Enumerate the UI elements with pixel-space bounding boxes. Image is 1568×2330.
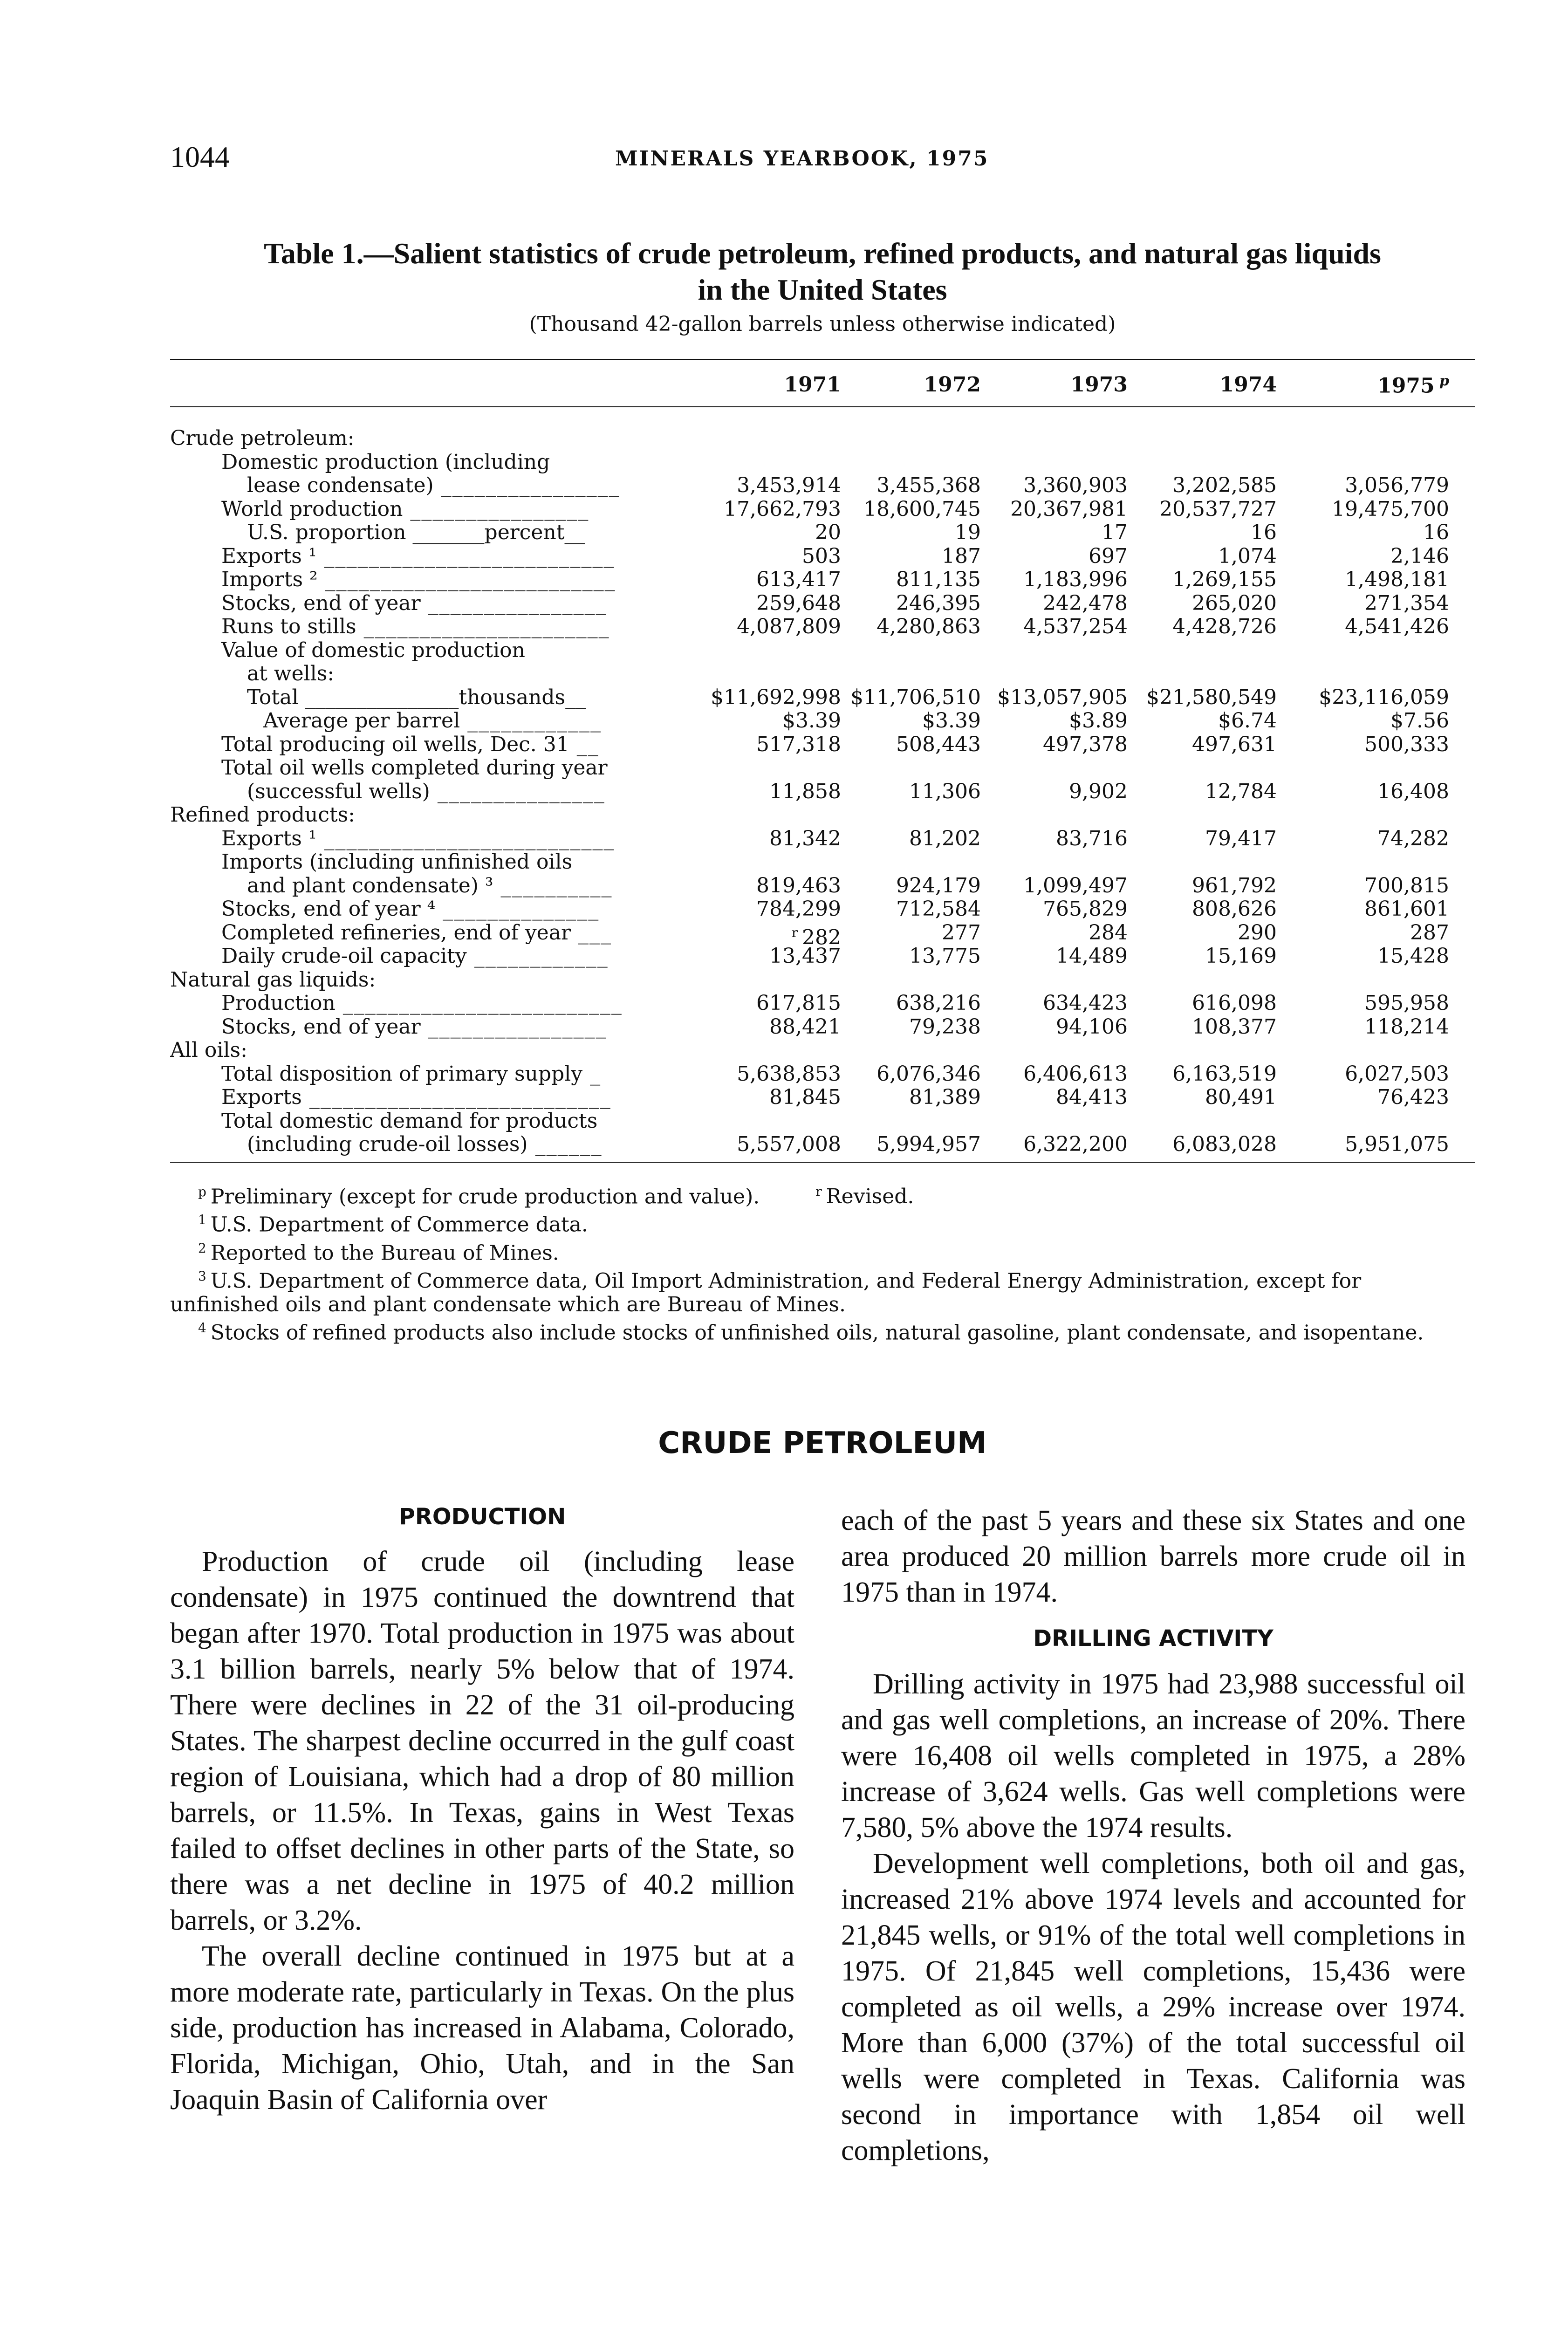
table-cell: 4,428,726 — [1172, 615, 1277, 638]
table-row-label: (including crude-oil losses) ______ — [247, 1132, 603, 1156]
year-header: 1974 — [1219, 373, 1277, 397]
table-row-label: All oils: — [170, 1038, 247, 1062]
table-cell: 613,417 — [756, 568, 841, 591]
year-header: 1971 — [784, 373, 841, 397]
production-heading: PRODUCTION — [398, 1504, 566, 1530]
table-cell: 81,202 — [909, 826, 981, 850]
table-cell: 1,269,155 — [1172, 568, 1277, 591]
table-row-label: Daily crude-oil capacity ____________ — [221, 944, 609, 968]
production-paragraph-2: The overall decline continued in 1975 but at a more moderate rate, particularly in Texas. On the plus side, production has increased in Alabama, Colorado, Florida, Michigan, Ohio, Utah, and in the San Joaquin Basin of California over — [170, 1940, 794, 2116]
table-cell: 784,299 — [756, 897, 841, 921]
table-cell: $11,692,998 — [711, 685, 841, 709]
table-row-label: Stocks, end of year ________________ — [221, 1014, 607, 1039]
production-continuation: each of the past 5 years and these six States and one area produced 20 million barrels more crude oil in 1975 than in 1974. — [841, 1505, 1465, 1608]
table-row-label: Total domestic demand for products — [221, 1109, 598, 1133]
table-subtitle: (Thousand 42-gallon barrels unless otherwise indicated) — [529, 312, 1116, 336]
table-cell: 81,389 — [909, 1085, 981, 1109]
table-cell: 20,537,727 — [1159, 497, 1277, 521]
table-row-label: Imports ² __________________________ — [221, 568, 616, 591]
table-row-label: U.S. proportion _______percent__ — [247, 521, 585, 544]
section-title: CRUDE PETROLEUM — [658, 1426, 987, 1460]
table-cell: 108,377 — [1192, 1014, 1277, 1039]
table-cell: 11,858 — [769, 779, 841, 803]
table-cell: 20,367,981 — [1010, 497, 1128, 521]
footnote: $^3$ U.S. Department of Commerce data, Oil Import Administration, and Federal Energy Administration, except for unfinished oils and plant condensate which are Bureau of Mines. — [170, 1268, 1362, 1317]
year-header: 1975 $^p$ — [1377, 373, 1449, 398]
footnote: $^4$ Stocks of refined products also include stocks of unfinished oils, natural gasoline, plant condensate, and isopentane. — [198, 1320, 1424, 1345]
table-cell: 18,600,745 — [863, 497, 981, 521]
table-cell: $13,057,905 — [997, 685, 1128, 709]
table-cell: 118,214 — [1364, 1014, 1449, 1039]
table-row-label: Stocks, end of year ________________ — [221, 591, 607, 615]
table-cell: 4,541,426 — [1345, 615, 1449, 638]
table-cell: 259,648 — [756, 591, 841, 615]
table-cell: 500,333 — [1364, 732, 1449, 756]
table-cell: 12,784 — [1205, 779, 1277, 803]
table-row-label: Natural gas liquids: — [170, 967, 376, 992]
table-caption — [170, 235, 1475, 308]
table-cell: 638,216 — [896, 991, 981, 1015]
table-cell: 15,169 — [1205, 944, 1277, 968]
table-cell: 13,775 — [909, 944, 981, 968]
table-cell: 508,443 — [896, 732, 981, 756]
table-cell: 5,994,957 — [876, 1132, 981, 1156]
table-cell: 4,087,809 — [737, 615, 841, 638]
table-cell: 617,815 — [756, 991, 841, 1015]
table-cell: 14,489 — [1056, 944, 1128, 968]
table-cell: 84,413 — [1056, 1085, 1128, 1109]
table-footnotes — [170, 1180, 1475, 1345]
table-row-label: Exports ¹ __________________________ — [221, 544, 615, 568]
table-cell: 81,342 — [769, 826, 841, 850]
table-bottom-rule — [170, 1162, 1475, 1163]
table-row-label: Total producing oil wells, Dec. 31 __ — [221, 732, 599, 756]
table-cell: 79,417 — [1205, 826, 1277, 850]
table-cell: 497,378 — [1043, 732, 1128, 756]
table-cell: 811,135 — [896, 568, 981, 591]
table-cell: 16 — [1251, 521, 1277, 544]
footnote: $^p$ Preliminary (except for crude production and value). $^r$ Revised. — [198, 1184, 914, 1209]
table-cell: 187 — [942, 544, 981, 568]
table-cell: 4,537,254 — [1023, 615, 1128, 638]
table-row-label: Exports ___________________________ — [221, 1085, 611, 1109]
table-row-label: Value of domestic production — [221, 638, 525, 662]
table-cell: 924,179 — [896, 873, 981, 898]
page-number: 1044 — [170, 140, 230, 173]
running-title: MINERALS YEARBOOK, 1975 — [615, 147, 989, 171]
table-row-label: Production _________________________ — [221, 991, 623, 1015]
table-cell: 17,662,793 — [724, 497, 841, 521]
table-row-label: Exports ¹ __________________________ — [221, 826, 615, 850]
table-cell: 19 — [955, 521, 981, 544]
table-cell: 1,183,996 — [1023, 568, 1128, 591]
table-cell: $^r$ 282 — [791, 925, 841, 950]
table-cell: 700,815 — [1364, 873, 1449, 898]
table-cell: 6,027,503 — [1345, 1062, 1449, 1086]
table-cell: 765,829 — [1043, 897, 1128, 921]
table-cell: 819,463 — [756, 873, 841, 898]
table-cell: 290 — [1238, 920, 1277, 945]
table-top-rule — [170, 359, 1475, 360]
table-cell: 284 — [1089, 920, 1128, 945]
table-cell: 265,020 — [1192, 591, 1277, 615]
table-cell: 6,083,028 — [1172, 1132, 1277, 1156]
table-cell: 242,478 — [1043, 591, 1128, 615]
table-cell: 4,280,863 — [876, 615, 981, 638]
table-cell: 83,716 — [1056, 826, 1128, 850]
preliminary-mark: p — [1434, 373, 1449, 389]
table-row-label: Stocks, end of year ⁴ ______________ — [221, 897, 600, 921]
table-cell: 861,601 — [1364, 897, 1449, 921]
table-cell: 81,845 — [769, 1085, 841, 1109]
table-row-label: Runs to stills ______________________ — [221, 615, 610, 638]
table-cell: 94,106 — [1056, 1014, 1128, 1039]
table-cell: $6.74 — [1218, 709, 1277, 733]
table-cell: 287 — [1410, 920, 1449, 945]
table-cell: $3.89 — [1069, 709, 1128, 733]
table-cell: $21,580,549 — [1146, 685, 1277, 709]
table-cell: 595,958 — [1364, 991, 1449, 1015]
table-cell: 1,099,497 — [1023, 873, 1128, 898]
table-row-label: Domestic production (including — [221, 450, 550, 474]
table-cell: 634,423 — [1043, 991, 1128, 1015]
table-cell: 79,238 — [909, 1014, 981, 1039]
table-row-label: Average per barrel ____________ — [263, 709, 602, 733]
table-cell: 616,098 — [1192, 991, 1277, 1015]
table-caption-line2: in the United States — [698, 273, 947, 306]
table-cell: 2,146 — [1390, 544, 1449, 568]
table-cell: 16 — [1423, 521, 1449, 544]
table-cell: 697 — [1089, 544, 1128, 568]
production-paragraph-1: Production of crude oil (including lease condensate) in 1975 continued the downtrend that began after 1970. Total production in 1975 was about 3.1 billion barrels, nearly 5% below that of 1974. There were declines in 22 of the 31 oil-producing States. The sharpest decline occurred in the gulf coast region of Louisiana, which had a drop of 80 million barrels, or 11.5%. In Texas, gains in West Texas failed to offset declines in other parts of the State, so there was a net decline in 1975 of 40.2 million barrels, or 3.2%. — [170, 1546, 794, 1936]
table-row-label: Refined products: — [170, 803, 355, 827]
table-cell: 6,322,200 — [1023, 1132, 1128, 1156]
table-cell: $3.39 — [922, 709, 981, 733]
table-cell: 17 — [1102, 521, 1128, 544]
footnote: $^1$ U.S. Department of Commerce data. — [198, 1212, 588, 1237]
table-cell: 88,421 — [769, 1014, 841, 1039]
left-column — [170, 1503, 794, 2118]
table-cell: 271,354 — [1364, 591, 1449, 615]
table-cell: 3,056,779 — [1345, 473, 1449, 497]
table-cell: 1,074 — [1218, 544, 1277, 568]
table-row-label: Completed refineries, end of year ___ — [221, 920, 612, 945]
table-caption-line1: Table 1.—Salient statistics of crude petroleum, refined products, and natural gas liquids — [264, 237, 1381, 270]
table-row-label: Total oil wells completed during year — [221, 756, 608, 780]
drilling-paragraph-2: Development well completions, both oil and gas, increased 21% above 1974 levels and accounted for 21,845 wells, or 91% of the total well completions in 1975. Of 21,845 well completions, 15,436 were completed as oil wells, a 29% increase over 1974. More than 6,000 (37%) of the total successful oil wells were completed in Texas. California was second in importance with 1,854 oil well completions, — [841, 1848, 1465, 2166]
table-cell: 13,437 — [769, 944, 841, 968]
table-row-label: lease condensate) ________________ — [247, 473, 620, 497]
table-cell: 74,282 — [1377, 826, 1449, 850]
table-cell: $23,116,059 — [1319, 685, 1449, 709]
table-cell: 517,318 — [756, 732, 841, 756]
table-cell: 15,428 — [1377, 944, 1449, 968]
table-cell: 11,306 — [909, 779, 981, 803]
table-cell: 497,631 — [1192, 732, 1277, 756]
table-cell: 3,202,585 — [1172, 473, 1277, 497]
table-cell: 76,423 — [1377, 1085, 1449, 1109]
table-cell: 6,163,519 — [1172, 1062, 1277, 1086]
table-cell: 277 — [942, 920, 981, 945]
table-row-label: Total _______________thousands__ — [247, 685, 586, 709]
table-cell: 3,453,914 — [737, 473, 841, 497]
table-cell: 246,395 — [896, 591, 981, 615]
year-header: 1972 — [924, 373, 981, 397]
table-row-label: Imports (including unfinished oils — [221, 850, 573, 874]
table-cell: 1,498,181 — [1345, 568, 1449, 591]
drilling-paragraph-1: Drilling activity in 1975 had 23,988 successful oil and gas well completions, an increase of 20%. There were 16,408 oil wells completed in 1975, a 28% increase of 3,624 wells. Gas well completions were 7,580, 5% above the 1974 results. — [841, 1668, 1465, 1843]
right-column — [841, 1503, 1465, 2169]
table-cell: $11,706,510 — [850, 685, 981, 709]
drilling-activity-heading: DRILLING ACTIVITY — [1033, 1625, 1274, 1652]
table-cell: 5,638,853 — [737, 1062, 841, 1086]
table-cell: 503 — [802, 544, 841, 568]
table-row-label: Crude petroleum: — [170, 426, 355, 450]
table-row-label: World production ________________ — [221, 497, 589, 521]
table-cell: 3,455,368 — [876, 473, 981, 497]
table-cell: 16,408 — [1377, 779, 1449, 803]
table-cell: 3,360,903 — [1023, 473, 1128, 497]
table-cell: 5,557,008 — [737, 1132, 841, 1156]
table-cell: 80,491 — [1205, 1085, 1277, 1109]
table-cell: 6,406,613 — [1023, 1062, 1128, 1086]
table-cell: 961,792 — [1192, 873, 1277, 898]
table-cell: $3.39 — [782, 709, 841, 733]
table-cell: 808,626 — [1192, 897, 1277, 921]
table-row-label: at wells: — [247, 662, 335, 685]
table-row-label: (successful wells) _______________ — [247, 779, 605, 803]
table-cell: 9,902 — [1069, 779, 1128, 803]
table-header-rule — [170, 406, 1475, 407]
table-cell: 5,951,075 — [1345, 1132, 1449, 1156]
table-cell: 20 — [815, 521, 841, 544]
table-cell: 712,584 — [896, 897, 981, 921]
table-cell: $7.56 — [1390, 709, 1449, 733]
footnote: $^2$ Reported to the Bureau of Mines. — [198, 1240, 559, 1265]
table-cell: 6,076,346 — [876, 1062, 981, 1086]
year-header: 1973 — [1070, 373, 1128, 397]
table-row-label: Total disposition of primary supply _ — [221, 1062, 602, 1086]
table-cell: 19,475,700 — [1332, 497, 1449, 521]
table-row-label: and plant condensate) ³ __________ — [247, 873, 613, 898]
